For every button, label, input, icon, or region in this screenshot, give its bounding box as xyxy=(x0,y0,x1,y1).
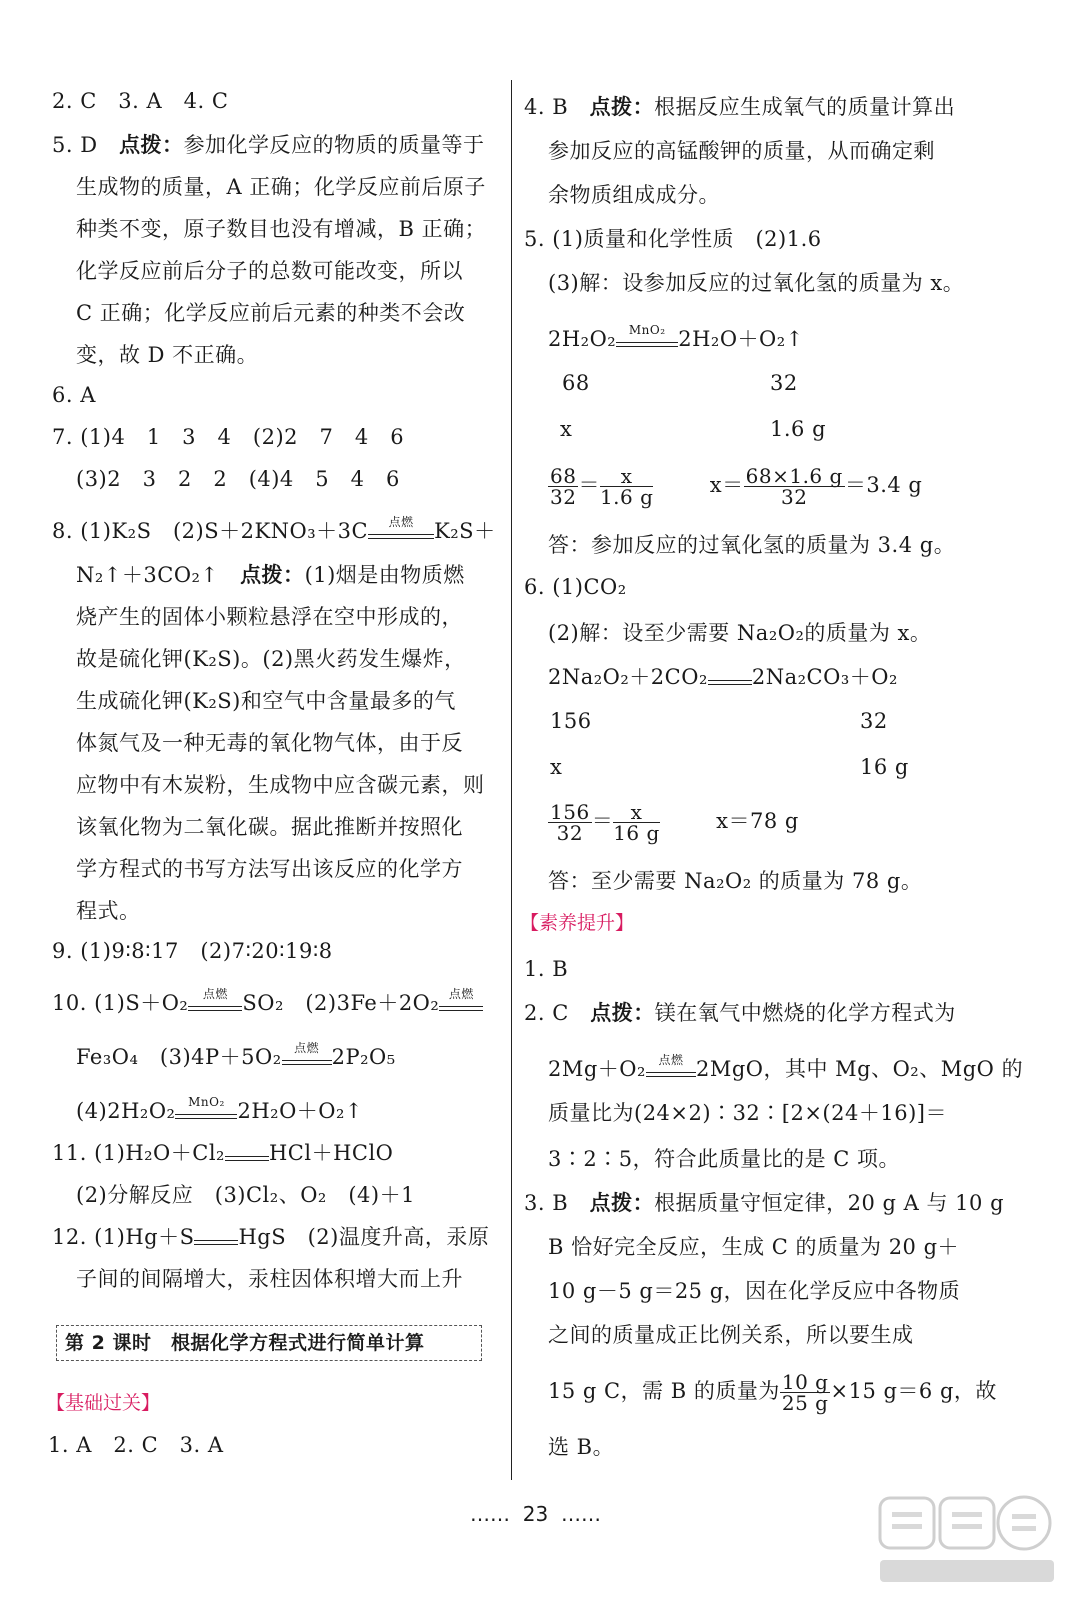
ratio-value: 32 xyxy=(860,709,888,733)
answer-line: (2)分解反应 (3)Cl₂、O₂ (4)＋1 xyxy=(76,1183,415,1207)
answer-line: 选 B。 xyxy=(548,1435,615,1459)
fraction: $\frac{10 g}{25 g}$ xyxy=(781,1370,829,1415)
equation-line: 8. (1)K₂S (2)S＋2KNO₃＋3C 点燃 K₂S＋ xyxy=(52,518,496,546)
ratio-value: 156 xyxy=(550,709,592,733)
answer-line: 子间的间隔增大，汞柱因体积增大而上升 xyxy=(76,1267,463,1291)
answer-line: 程式。 xyxy=(76,899,141,923)
answer-line: N₂↑＋3CO₂↑ 点拨：(1)烟是由物质燃 xyxy=(76,563,465,587)
ratio-value: 32 xyxy=(770,371,798,395)
answer-line: B 恰好完全反应，生成 C 的质量为 20 g＋ xyxy=(548,1235,960,1259)
equation-line: 2Na₂O₂＋2CO₂ 2Na₂CO₃＋O₂ xyxy=(548,664,898,692)
reaction-arrow: MnO₂ xyxy=(175,1100,237,1126)
equation-line: 10. (1)S＋O₂ 点燃 SO₂ (2)3Fe＋2O₂ 点燃 xyxy=(52,990,483,1018)
ratio-value: 68 xyxy=(562,371,590,395)
ratio-value: 1.6 g xyxy=(770,417,827,441)
answer-line: C 正确；化学反应前后元素的种类不会改 xyxy=(76,301,466,325)
equation-line: (4)2H₂O₂ MnO₂ 2H₂O＋O₂↑ xyxy=(76,1098,363,1126)
section-tag-improve: 【素养提升】 xyxy=(520,912,635,934)
fraction: $\frac{68}{32}$ xyxy=(550,464,577,509)
answer-line: (3)2 3 2 2 (4)4 5 4 6 xyxy=(76,467,400,491)
answer-line: 答：参加反应的过氧化氢的质量为 3.4 g。 xyxy=(548,533,956,557)
answer-line: 5. D 点拨：参加化学反应的物质的质量等于 xyxy=(52,133,485,157)
reaction-arrow: 点燃 xyxy=(282,1046,332,1072)
answer-line: 4. B 点拨：根据反应生成氧气的质量计算出 xyxy=(524,95,956,119)
answer-line: 学方程式的书写方法写出该反应的化学方 xyxy=(76,857,463,881)
answer-line: 2. C 3. A 4. C xyxy=(52,89,229,113)
reaction-equals xyxy=(194,1226,238,1252)
equation-line: 11. (1)H₂O＋Cl₂ HCl＋HClO xyxy=(52,1140,393,1168)
fraction: $\frac{68\times 1.6 g}{32}$ xyxy=(745,464,843,509)
proportion-line: $\frac{68}{32}$ ＝ $\frac{x}{1.6 g}$ x＝ $\frac{68\times 1.6 g}{32}$ ＝3.4 g xyxy=(550,464,923,509)
answer-line: 1. A 2. C 3. A xyxy=(48,1433,224,1457)
reaction-arrow: MnO₂ xyxy=(616,328,678,354)
answer-line: 之间的质量成正比例关系，所以要生成 xyxy=(548,1323,914,1347)
answer-line: 该氧化物为二氧化碳。据此推断并按照化 xyxy=(76,815,463,839)
fraction: $\frac{x}{1.6 g}$ xyxy=(599,464,654,509)
answer-line: 3. B 点拨：根据质量守恒定律，20 g A 与 10 g xyxy=(524,1191,1005,1215)
reaction-arrow: 点燃 xyxy=(188,992,242,1018)
lesson-title-box: 第 2 课时 根据化学方程式进行简单计算 xyxy=(56,1325,482,1361)
equation-line: 2Mg＋O₂ 点燃 2MgO，其中 Mg、O₂、MgO 的 xyxy=(548,1056,1023,1084)
answer-line: 9. (1)9∶8∶17 (2)7∶20∶19∶8 xyxy=(52,939,333,963)
proportion-line: $\frac{156}{32}$ ＝ $\frac{x}{16 g}$ x＝78 g xyxy=(550,800,799,845)
fraction: $\frac{x}{16 g}$ xyxy=(613,800,660,845)
ratio-value: x xyxy=(560,417,573,441)
answer-line: 答：至少需要 Na₂O₂ 的质量为 78 g。 xyxy=(548,869,923,893)
answer-line: (3)解：设参加反应的过氧化氢的质量为 x。 xyxy=(548,271,965,295)
answer-line: 化学反应前后分子的总数可能改变，所以 xyxy=(76,259,463,283)
site-watermark-logo xyxy=(872,1490,1062,1590)
ratio-value: x xyxy=(550,755,563,779)
answer-line: 生成硫化钾(K₂S)和空气中含量最多的气 xyxy=(76,689,456,713)
answer-line: (2)解：设至少需要 Na₂O₂的质量为 x。 xyxy=(548,621,932,645)
answer-line: 6. A xyxy=(52,383,96,407)
reaction-equals xyxy=(708,666,752,692)
fraction: $\frac{156}{32}$ xyxy=(550,800,590,845)
answer-line: 生成物的质量，A 正确；化学反应前后原子 xyxy=(76,175,486,199)
reaction-arrow: 点燃 xyxy=(646,1058,696,1084)
answer-line: 6. (1)CO₂ xyxy=(524,575,627,599)
reaction-equals xyxy=(225,1142,269,1168)
column-divider xyxy=(511,80,512,1480)
answer-line: 应物中有木炭粉，生成物中应含碳元素，则 xyxy=(76,773,485,797)
answer-line: 种类不变，原子数目也没有增减，B 正确； xyxy=(76,217,487,241)
answer-line: 5. (1)质量和化学性质 (2)1.6 xyxy=(524,227,822,251)
answer-line: 15 g C，需 B 的质量为 $\frac{10 g}{25 g}$ ×15 g＝6 g，故 xyxy=(548,1370,997,1415)
section-tag-basic: 【基础过关】 xyxy=(46,1392,161,1414)
answer-line: 质量比为(24×2)∶32∶[2×(24＋16)]＝ xyxy=(548,1101,947,1125)
answer-line: 3∶2∶5，符合此质量比的是 C 项。 xyxy=(548,1147,900,1171)
answer-line: 7. (1)4 1 3 4 (2)2 7 4 6 xyxy=(52,425,405,449)
answer-line: 1. B xyxy=(524,957,569,981)
answer-line: 10 g－5 g＝25 g，因在化学反应中各物质 xyxy=(548,1279,961,1303)
equation-line: 12. (1)Hg＋S HgS (2)温度升高，汞原 xyxy=(52,1224,489,1252)
reaction-arrow: 点燃 xyxy=(439,992,483,1018)
answer-line: 变，故 D 不正确。 xyxy=(76,343,259,367)
equation-line: 2H₂O₂ MnO₂ 2H₂O＋O₂↑ xyxy=(548,326,804,354)
answer-line: 体氮气及一种无毒的氧化物气体，由于反 xyxy=(76,731,463,755)
answer-line: 烧产生的固体小颗粒悬浮在空中形成的， xyxy=(76,605,463,629)
answer-line: 故是硫化钾(K₂S)。(2)黑火药发生爆炸， xyxy=(76,647,466,671)
page-number: …… 23 …… xyxy=(470,1502,601,1526)
ratio-value: 16 g xyxy=(860,755,909,779)
answer-line: 余物质组成成分。 xyxy=(548,183,720,207)
answer-line: 2. C 点拨：镁在氧气中燃烧的化学方程式为 xyxy=(524,1001,956,1025)
equation-line: Fe₃O₄ (3)4P＋5O₂ 点燃 2P₂O₅ xyxy=(76,1044,396,1072)
reaction-arrow: 点燃 xyxy=(368,520,434,546)
answer-line: 参加反应的高锰酸钾的质量，从而确定剩 xyxy=(548,139,935,163)
